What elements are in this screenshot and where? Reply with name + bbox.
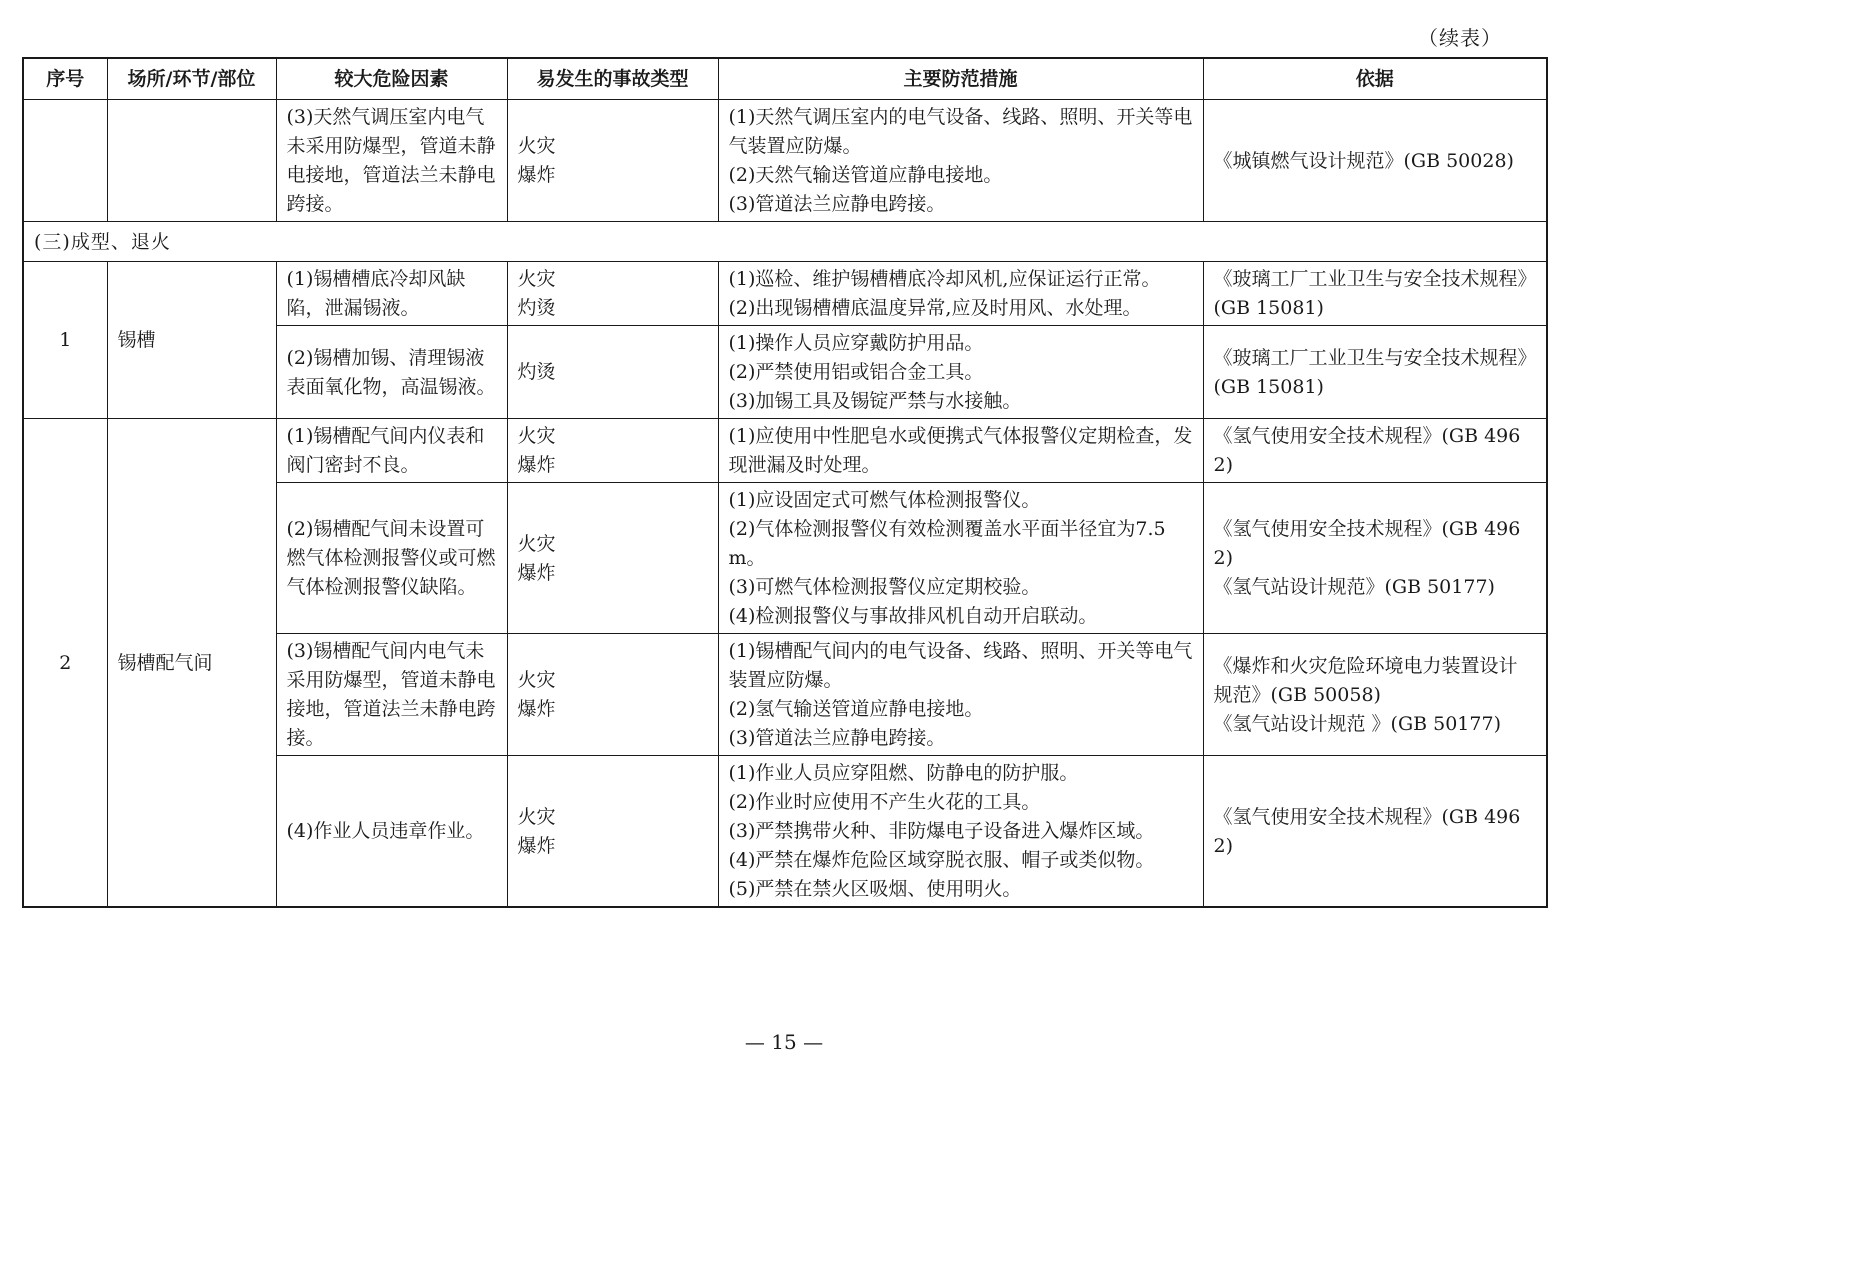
- section-row: [23, 222, 1547, 262]
- accident-type: 灼烫: [517, 361, 556, 383]
- measure-item: (2)严禁使用铝或铝合金工具。: [728, 361, 984, 383]
- no-cell: 2: [23, 419, 107, 908]
- measure-item: (2)作业时应使用不产生火花的工具。: [728, 791, 1041, 813]
- hazard-table: [22, 57, 1548, 908]
- basis-reference: 《氢气站设计规范》(GB 50177): [1213, 576, 1495, 598]
- basis-reference: 《玻璃工厂工业卫生与安全技术规程》(GB 15081): [1213, 346, 1528, 398]
- basis-cell: [1203, 634, 1547, 756]
- hazard-cell: (1)锡槽配气间内仪表和阀门密封不良。: [276, 419, 507, 483]
- col-header-measures: 主要防范措施: [718, 58, 1203, 100]
- measure-item: (3)可燃气体检测报警仪应定期校验。: [728, 576, 1041, 598]
- hazard-cell: (2)锡槽配气间未设置可燃气体检测报警仪或可燃气体检测报警仪缺陷。: [276, 483, 507, 634]
- basis-cell: [1203, 326, 1547, 419]
- measures-cell: [718, 262, 1203, 326]
- measures-cell: [718, 326, 1203, 419]
- measures-cell: [718, 634, 1203, 756]
- measures-cell: [718, 756, 1203, 908]
- accident-cell: [507, 326, 718, 419]
- col-header-accident: 易发生的事故类型: [507, 58, 718, 100]
- table-header-row: [23, 58, 1547, 100]
- measure-item: (3)严禁携带火种、非防爆电子设备进入爆炸区域。: [728, 820, 1155, 842]
- no-cell: [23, 100, 107, 222]
- accident-cell: [507, 100, 718, 222]
- table-row: [23, 419, 1547, 483]
- basis-cell: [1203, 756, 1547, 908]
- measure-item: (1)应设固定式可燃气体检测报警仪。: [728, 489, 1041, 511]
- hazard-cell: (3)锡槽配气间内电气未采用防爆型，管道未静电接地，管道法兰未静电跨接。: [276, 634, 507, 756]
- basis-reference: 《氢气使用安全技术规程》(GB 4962): [1213, 518, 1521, 569]
- measures-cell: [718, 483, 1203, 634]
- accident-cell: [507, 634, 718, 756]
- accident-type: 灼烫: [517, 297, 556, 319]
- accident-type: 爆炸: [517, 834, 556, 857]
- hazard-cell: (2)锡槽加锡、清理锡液表面氧化物，高温锡液。: [276, 326, 507, 419]
- basis-reference: 《城镇燃气设计规范》(GB 50028): [1213, 149, 1514, 172]
- measure-item: (3)管道法兰应静电跨接。: [728, 193, 946, 215]
- measure-item: (4)检测报警仪与事故排风机自动开启联动。: [728, 605, 1098, 627]
- place-cell: [107, 100, 276, 222]
- basis-reference: 《玻璃工厂工业卫生与安全技术规程》(GB 15081): [1213, 268, 1528, 319]
- col-header-hazard: 较大危险因素: [276, 58, 507, 100]
- accident-type: 火灾: [517, 669, 556, 691]
- place-cell: 锡槽配气间: [107, 419, 276, 908]
- measure-item: (2)出现锡槽槽底温度异常,应及时用风、水处理。: [728, 297, 1142, 319]
- hazard-cell: (4)作业人员违章作业。: [276, 756, 507, 908]
- accident-type: 爆炸: [517, 454, 556, 476]
- accident-type: 火灾: [517, 135, 556, 157]
- hazard-cell: (3)天然气调压室内电气未采用防爆型，管道未静电接地，管道法兰未静电跨接。: [276, 100, 507, 222]
- accident-type: 爆炸: [517, 698, 556, 720]
- accident-cell: [507, 756, 718, 908]
- continuation-label: （续表）: [1418, 26, 1502, 50]
- measure-item: (2)氢气输送管道应静电接地。: [728, 698, 984, 720]
- basis-cell: [1203, 262, 1547, 326]
- measure-item: (3)管道法兰应静电跨接。: [728, 727, 946, 749]
- measure-item: (2)气体检测报警仪有效检测覆盖水平面半径宜为7.5m。: [728, 518, 1166, 569]
- measure-item: (2)天然气输送管道应静电接地。: [728, 164, 1003, 186]
- measures-cell: [718, 419, 1203, 483]
- col-header-basis: 依据: [1203, 58, 1547, 100]
- accident-type: 火灾: [517, 532, 556, 555]
- hazard-cell: (1)锡槽槽底冷却风缺陷，泄漏锡液。: [276, 262, 507, 326]
- measure-item: (1)操作人员应穿戴防护用品。: [728, 332, 984, 354]
- measure-item: (1)应使用中性肥皂水或便携式气体报警仪定期检查，发现泄漏及时处理。: [728, 425, 1193, 476]
- accident-type: 爆炸: [517, 164, 556, 186]
- basis-reference: 《爆炸和火灾危险环境电力装置设计规范》(GB 50058): [1213, 654, 1518, 706]
- section-title: (三)成型、退火: [23, 222, 1547, 262]
- table-row: [23, 100, 1547, 222]
- col-header-no: 序号: [23, 58, 107, 100]
- basis-cell: [1203, 483, 1547, 634]
- accident-type: 爆炸: [517, 561, 556, 584]
- measure-item: (5)严禁在禁火区吸烟、使用明火。: [728, 878, 1022, 900]
- accident-type: 火灾: [517, 805, 556, 828]
- accident-type: 火灾: [517, 268, 556, 290]
- table-row: [23, 262, 1547, 326]
- basis-reference: 《氢气使用安全技术规程》(GB 4962): [1213, 425, 1521, 476]
- col-header-place: 场所/环节/部位: [107, 58, 276, 100]
- basis-cell: [1203, 419, 1547, 483]
- basis-cell: [1203, 100, 1547, 222]
- accident-type: 火灾: [517, 425, 556, 447]
- measure-item: (1)作业人员应穿阻燃、防静电的防护服。: [728, 762, 1079, 784]
- accident-cell: [507, 419, 718, 483]
- place-cell: 锡槽: [107, 262, 276, 419]
- no-cell: 1: [23, 262, 107, 419]
- accident-cell: [507, 483, 718, 634]
- measure-item: (1)天然气调压室内的电气设备、线路、照明、开关等电气装置应防爆。: [728, 106, 1193, 157]
- measure-item: (4)严禁在爆炸危险区域穿脱衣服、帽子或类似物。: [728, 849, 1155, 871]
- measures-cell: [718, 100, 1203, 222]
- basis-reference: 《氢气站设计规范 》(GB 50177): [1213, 712, 1501, 735]
- measure-item: (1)锡槽配气间内的电气设备、线路、照明、开关等电气装置应防爆。: [728, 640, 1193, 691]
- measure-item: (1)巡检、维护锡槽槽底冷却风机,应保证运行正常。: [728, 268, 1161, 290]
- basis-reference: 《氢气使用安全技术规程》(GB 4962): [1213, 805, 1521, 857]
- accident-cell: [507, 262, 718, 326]
- measure-item: (3)加锡工具及锡锭严禁与水接触。: [728, 390, 1022, 412]
- page-number: — 15 —: [744, 1030, 824, 1054]
